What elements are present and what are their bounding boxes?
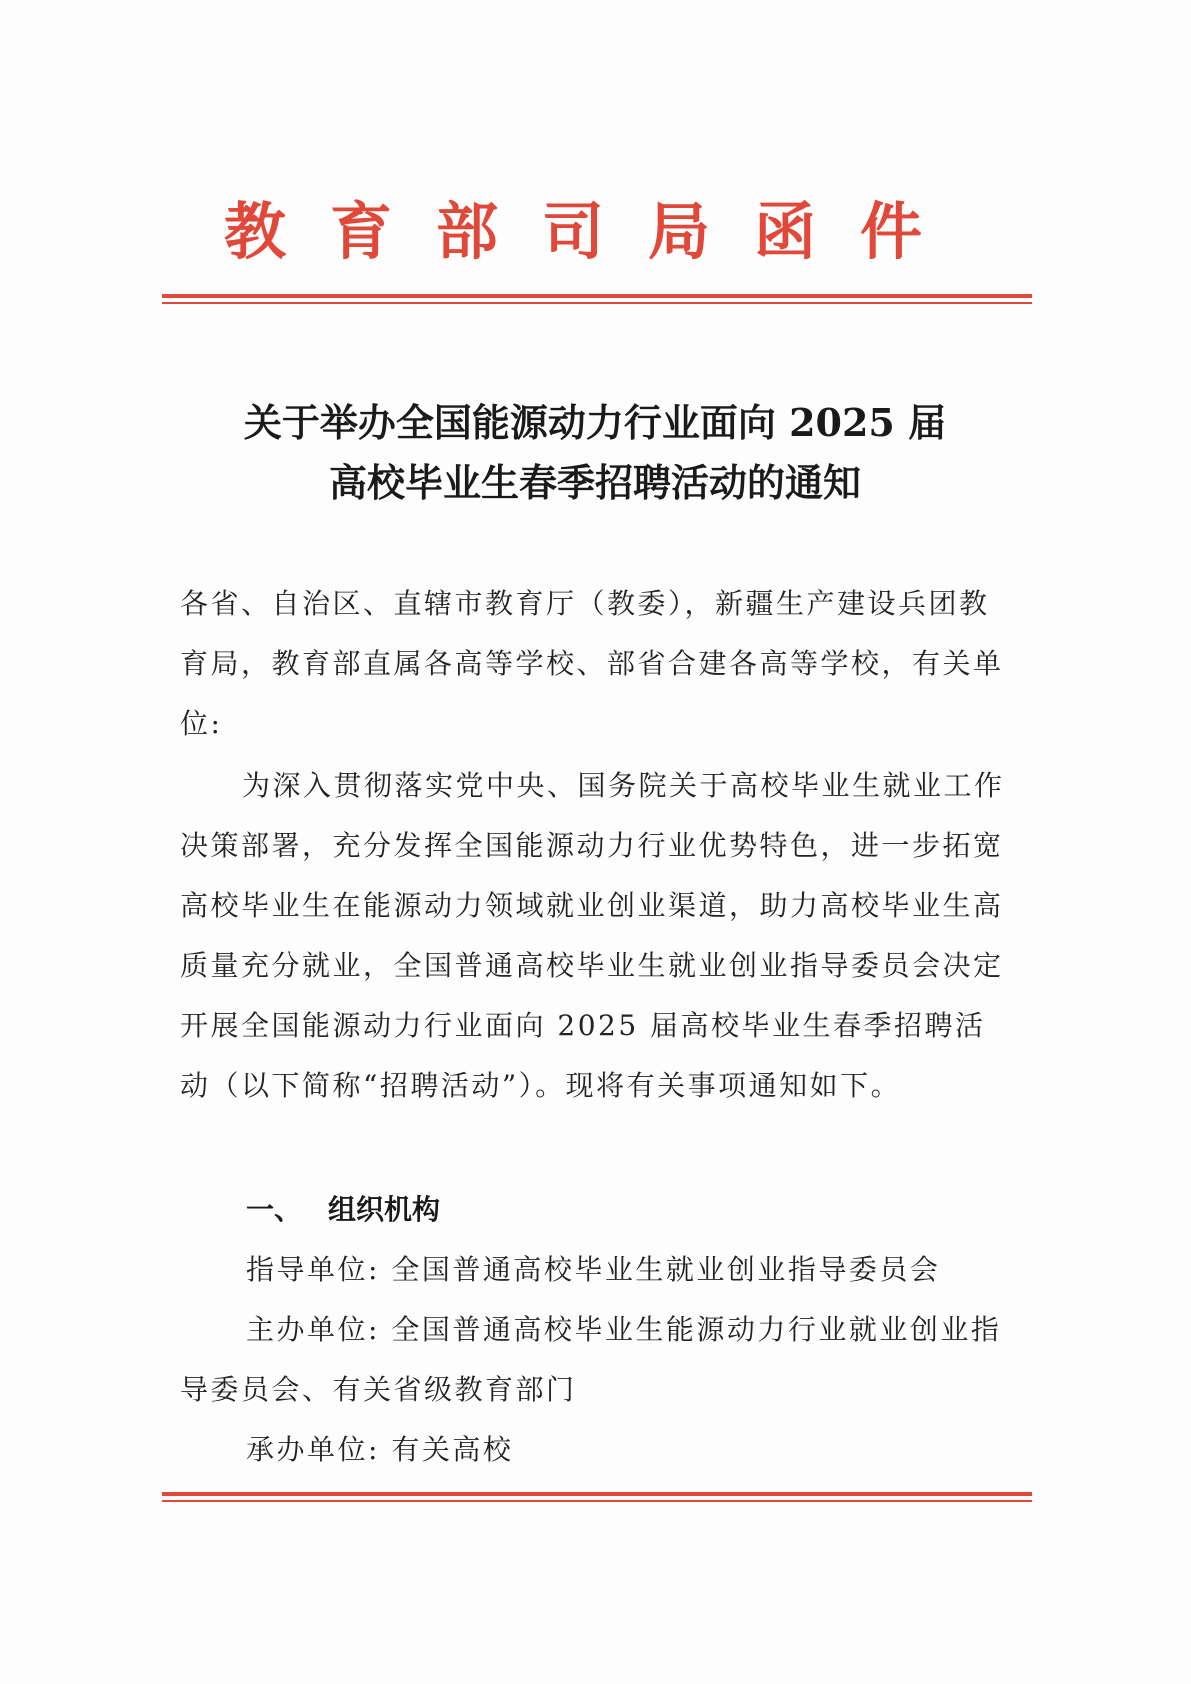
divider-thick-line [162,294,1032,298]
guide-unit: 指导单位: 全国普通高校毕业生就业创业指导委员会 [246,1253,941,1286]
addressee: 各省、自治区、直辖市教育厅（教委），新疆生产建设兵团教育局，教育部直属各高等学校、部省合建各高等学校，有关单位: [180,587,1004,740]
document-title-line-1: 关于举办全国能源动力行业面向 2025 届 [243,400,947,445]
divider-thick-line [162,1492,1032,1496]
intro-paragraph: 为深入贯彻落实党中央、国务院关于高校毕业生就业工作决策部署，充分发挥全国能源动力行业优势特色，进一步拓宽高校毕业生在能源动力领域就业创业渠道，助力高校毕业生高质量充分就业，全国普通高校毕业生就业创业指导委员会决定开展全国能源动力行业面向 2025 届高校毕业生春季招聘活动（以下简称“招聘活动”）。现将有关事项通知如下。 [180,769,1005,1102]
organization-list [180,1240,1010,1480]
section-heading [246,1180,440,1240]
divider-thin-line [162,1500,1032,1502]
section-title: 组织机构 [328,1193,441,1226]
footer-divider [162,1492,1032,1502]
divider-thin-line [162,302,1032,304]
section-number: 一、 [246,1193,303,1226]
letterhead-title: 教育部司局函件 [223,195,966,268]
letterhead-divider [162,294,1032,304]
organizer-unit: 承办单位: 有关高校 [246,1433,514,1466]
host-unit: 主办单位: 全国普通高校毕业生能源动力行业就业创业指导委员会、有关省级教育部门 [180,1313,1002,1406]
document-title-line-2: 高校毕业生春季招聘活动的通知 [328,460,861,505]
